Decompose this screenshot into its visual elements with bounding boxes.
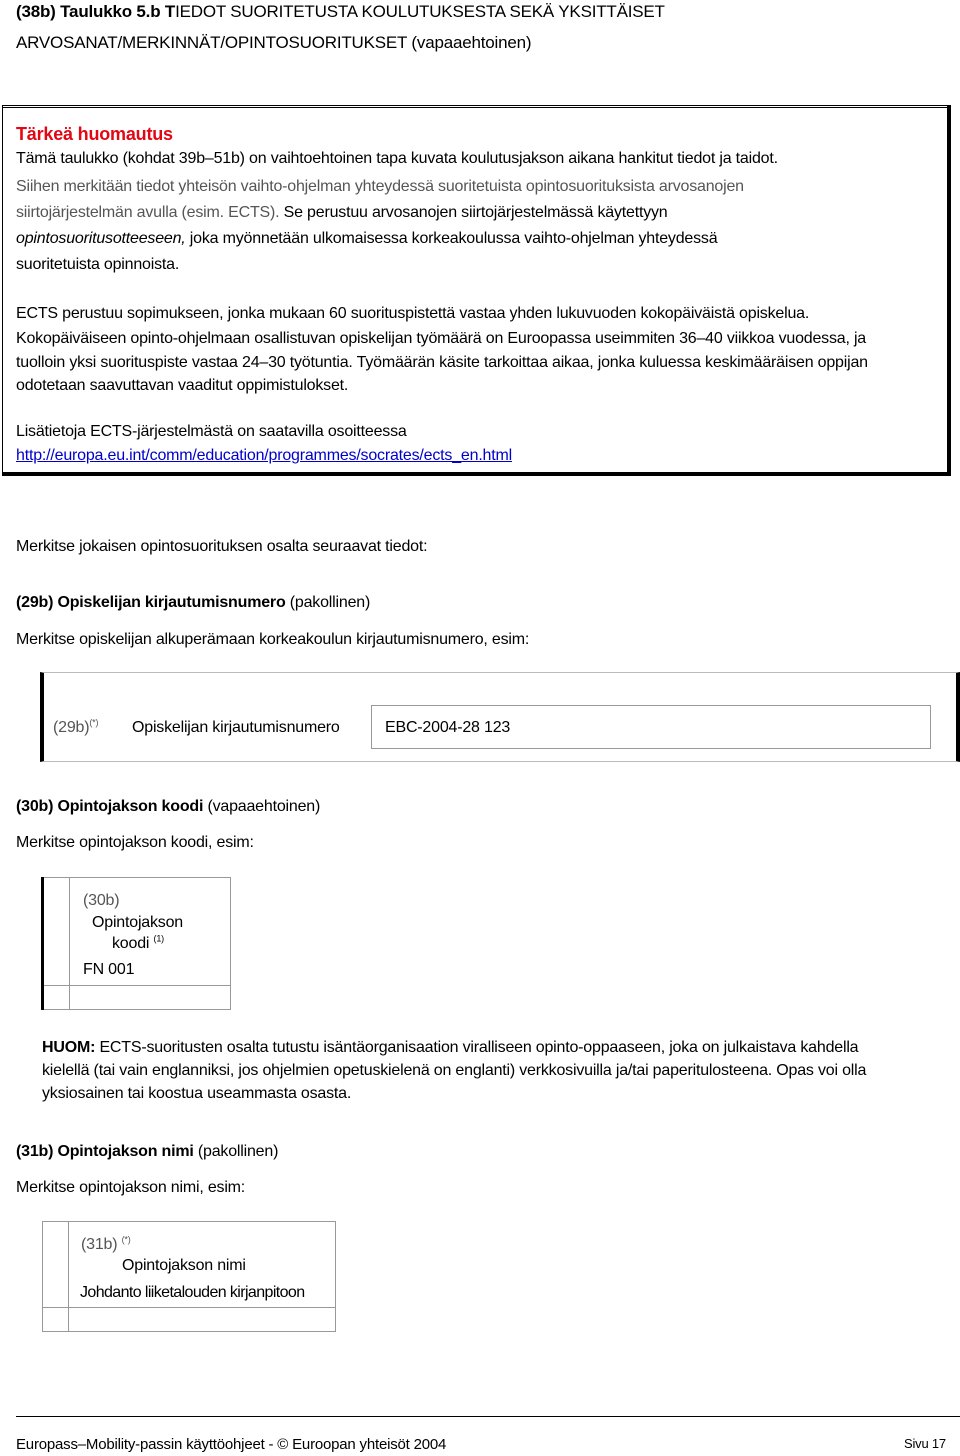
s31-title-bold: (31b) Opintojakson nimi (16, 1143, 194, 1160)
ects-line-4: odotetaan saavuttavan vaaditut oppimistulokset. (16, 377, 349, 394)
s31-code-sup: (*) (121, 1234, 131, 1245)
s31-side-cell (43, 1222, 69, 1308)
s29-value: EBC-2004-28 123 (385, 719, 511, 736)
ects-line-2: Kokopäiväiseen opinto-ohjelmaan osallistuvan opiskelijan työmäärä on Euroopassa useimmiten 36–40 viikkoa vuodessa, ja (16, 330, 867, 347)
s31-code-text: (31b) (81, 1236, 118, 1253)
s30-empty-cell (70, 986, 231, 1010)
huom-line-3: yksiosainen tai koostua useammasta osasta. (42, 1085, 352, 1102)
section-31b-desc: Merkitse opintojakson nimi, esim: (16, 1179, 246, 1196)
title-caps-1: IEDOT SUORITETUSTA KOULUTUKSESTA SEKÄ YKSITTÄISET (175, 2, 665, 21)
s29-title-rest: (pakollinen) (285, 594, 371, 611)
s30-header-l1: Opintojakson (92, 914, 183, 931)
s30-title-bold: (30b) Opintojakson koodi (16, 798, 204, 815)
page-title-line2 (16, 33, 531, 53)
huom-line-1 (42, 1039, 858, 1057)
notice-line-3b: Se perustuu arvosanojen siirtojärjestelmässä käytettyyn (279, 204, 668, 221)
notice-line-3 (16, 204, 668, 222)
s31-empty-side (43, 1308, 69, 1332)
s31-header-cell (69, 1222, 336, 1308)
notice-heading: Tärkeä huomautus (16, 124, 173, 144)
info-line: Lisätietoja ECTS-järjestelmästä on saatavilla osoitteessa (16, 423, 407, 440)
section-31b-title (16, 1143, 278, 1161)
section-30b-title (16, 798, 320, 816)
notice-line-4-italic: opintosuoritusotteeseen, (16, 230, 186, 247)
page-title-line1 (16, 2, 665, 22)
s29-code-text: (29b) (53, 719, 90, 736)
intro-text: Merkitse jokaisen opintosuorituksen osalta seuraavat tiedot: (16, 538, 428, 555)
s31-empty-cell (69, 1308, 336, 1332)
title-suffix: (vapaaehtoinen) (406, 33, 532, 52)
huom-line-2: kielellä (tai vain englanniksi, jos ohjelmien opetuskielenä on englanti) verkkosivuilla ja/tai paperitulosteena. Opas voi olla (42, 1062, 867, 1079)
s30-side-cell (43, 878, 70, 986)
ects-line-3: tuolloin yksi suorituspiste vastaa 24–30 työtuntia. Työmäärän käsite tarkoittaa aikaa, jonka kuluessa keskimääräisen oppijan (16, 354, 868, 371)
notice-line-5: suoritetuista opinnoista. (16, 256, 180, 273)
huom-text-1: ECTS-suoritusten osalta tutustu isäntäorganisaation viralliseen opinto-oppaaseen, joka on julkaistava kahdella (95, 1039, 859, 1056)
s30-header-cell (70, 878, 231, 986)
title-prefix: (38b) Taulukko 5.b T (16, 2, 176, 21)
ects-line-1: ECTS perustuu sopimukseen, jonka mukaan 60 suorituspistettä vastaa yhden lukuvuoden kokopäiväistä opiskelua. (16, 305, 810, 322)
s31-header: Opintojakson nimi (122, 1257, 246, 1274)
s29-code (53, 719, 98, 737)
notice-line-2: Siihen merkitään tiedot yhteisön vaihto-ohjelman yhteydessä suoritetuista opintosuorituksista arvosanojen (16, 178, 744, 195)
s30-code: (30b) (83, 892, 120, 909)
section-29b-title (16, 594, 370, 612)
s30-header-l2 (112, 935, 164, 953)
example-31b-table (42, 1221, 336, 1332)
ects-link[interactable]: http://europa.eu.int/comm/education/programmes/socrates/ects_en.html (16, 447, 512, 464)
s29-label: Opiskelijan kirjautumisnumero (132, 719, 340, 736)
notice-line-3a: siirtojärjestelmän avulla (esim. ECTS). (16, 204, 280, 221)
footer-left: Europass–Mobility-passin käyttöohjeet - © Euroopan yhteisöt 2004 (16, 1436, 447, 1453)
notice-line-1: Tämä taulukko (kohdat 39b–51b) on vaihtoehtoinen tapa kuvata koulutusjakson aikana hankitut tiedot ja taidot. (16, 150, 778, 167)
example-30b-table (41, 877, 231, 1010)
huom-label: HUOM: (42, 1039, 96, 1056)
s30-header-l2-text: koodi (112, 935, 150, 952)
s31-value: Johdanto liiketalouden kirjanpitoon (80, 1284, 305, 1301)
title-caps-2: ARVOSANAT/MERKINNÄT/OPINTOSUORITUKSET (16, 33, 407, 52)
s29-code-sup: (*) (89, 717, 99, 728)
footer-rule (16, 1416, 960, 1417)
notice-line-4-rest: joka myönnetään ulkomaisessa korkeakoulussa vaihto-ohjelman yhteydessä (185, 230, 718, 247)
s30-header-sup: (1) (153, 933, 164, 944)
s31-code (81, 1236, 131, 1254)
notice-line-4 (16, 230, 717, 248)
section-29b-desc: Merkitse opiskelijan alkuperämaan korkeakoulun kirjautumisnumero, esim: (16, 631, 530, 648)
s30-title-rest: (vapaaehtoinen) (203, 798, 321, 815)
s29-title-bold: (29b) Opiskelijan kirjautumisnumero (16, 594, 286, 611)
s31-title-rest: (pakollinen) (193, 1143, 279, 1160)
section-30b-desc: Merkitse opintojakson koodi, esim: (16, 834, 254, 851)
s30-value: FN 001 (83, 961, 135, 978)
footer-page-number: Sivu 17 (904, 1436, 946, 1451)
s30-empty-side (43, 986, 70, 1010)
